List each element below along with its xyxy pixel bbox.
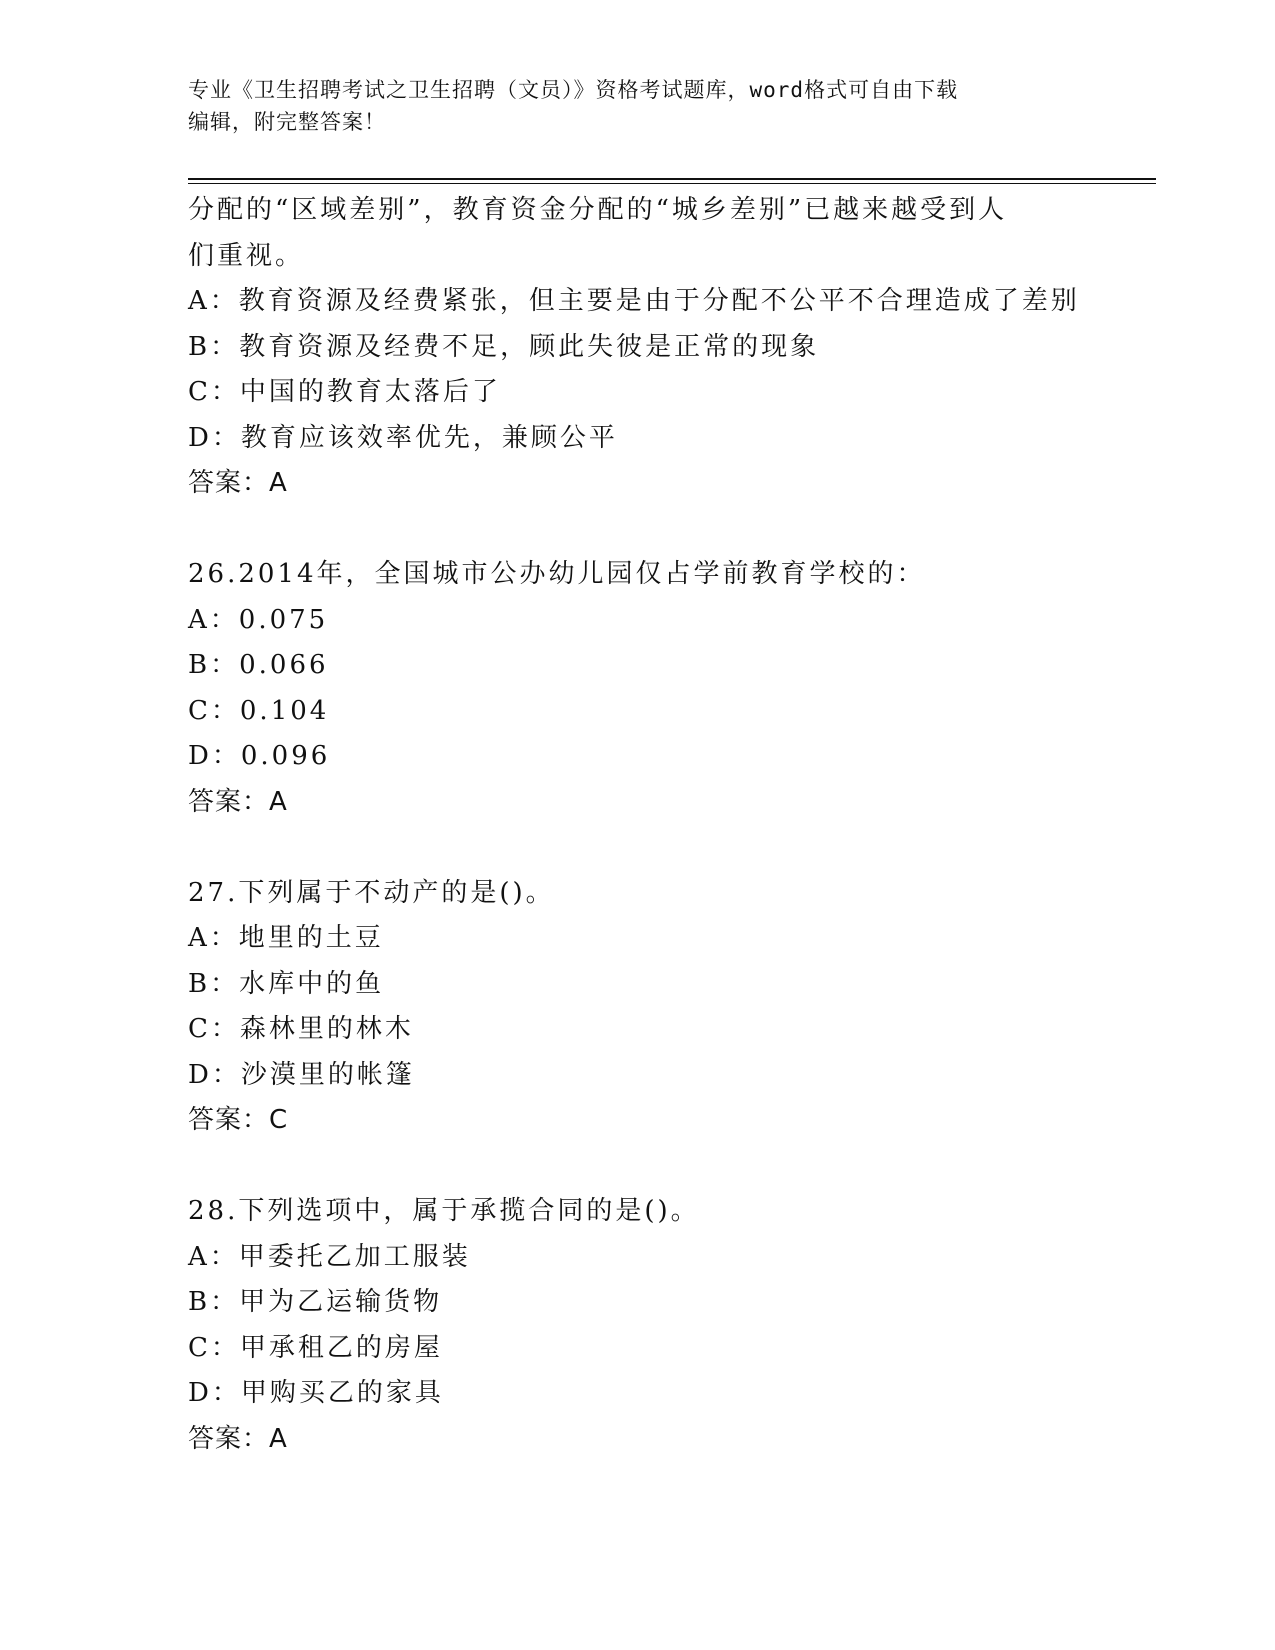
question-list bbox=[188, 188, 1088, 1462]
option-c: C：森林里的林木 bbox=[188, 1014, 414, 1044]
option-a: A：地里的土豆 bbox=[188, 923, 384, 953]
answer-label: 答案：A bbox=[188, 468, 288, 498]
question-28 bbox=[188, 1189, 1088, 1462]
document-header bbox=[188, 74, 1108, 138]
header-line-2: 编辑，附完整答案！ bbox=[188, 110, 386, 134]
header-divider-thick bbox=[188, 178, 1156, 180]
option-d: D：沙漠里的帐篷 bbox=[188, 1059, 415, 1090]
question-spacer bbox=[188, 825, 1088, 871]
question-25 bbox=[188, 188, 1088, 507]
option-a: A：教育资源及经费紧张，但主要是由于分配不公平不合理造成了差别 bbox=[188, 286, 1080, 316]
option-d: D：教育应该效率优先，兼顾公平 bbox=[188, 422, 618, 453]
question-stem-continued: 们重视。 bbox=[188, 240, 305, 271]
answer-label: 答案：C bbox=[188, 1105, 289, 1135]
option-d: D：甲购买乙的家具 bbox=[188, 1378, 444, 1408]
option-a: A：甲委托乙加工服装 bbox=[188, 1241, 471, 1272]
question-stem-continued: 分配的“区域差别”，教育资金分配的“城乡差别”已越来越受到人 bbox=[188, 195, 1008, 225]
option-a: A：0.075 bbox=[188, 604, 329, 635]
option-b: B：0.066 bbox=[188, 650, 329, 680]
header-line-1: 专业《卫生招聘考试之卫生招聘（文员）》资格考试题库，word格式可自由下载 bbox=[188, 78, 959, 102]
question-spacer bbox=[188, 1144, 1088, 1190]
option-b: B：甲为乙运输货物 bbox=[188, 1287, 443, 1317]
question-27 bbox=[188, 871, 1088, 1144]
question-stem: 28.下列选项中，属于承揽合同的是()。 bbox=[188, 1196, 700, 1226]
question-26 bbox=[188, 552, 1088, 825]
question-stem: 27.下列属于不动产的是()。 bbox=[188, 877, 555, 908]
question-stem: 26.2014年，全国城市公办幼儿园仅占学前教育学校的： bbox=[188, 559, 926, 589]
option-c: C：0.104 bbox=[188, 695, 330, 726]
answer-label: 答案：A bbox=[188, 1423, 288, 1454]
answer-label: 答案：A bbox=[188, 786, 288, 817]
option-b: B：水库中的鱼 bbox=[188, 968, 385, 999]
option-b: B：教育资源及经费不足，顾此失彼是正常的现象 bbox=[188, 331, 820, 362]
question-spacer bbox=[188, 507, 1088, 553]
option-c: C：中国的教育太落后了 bbox=[188, 377, 501, 407]
option-d: D：0.096 bbox=[188, 741, 331, 771]
option-c: C：甲承租乙的房屋 bbox=[188, 1332, 443, 1363]
header-divider-thin bbox=[188, 183, 1156, 184]
